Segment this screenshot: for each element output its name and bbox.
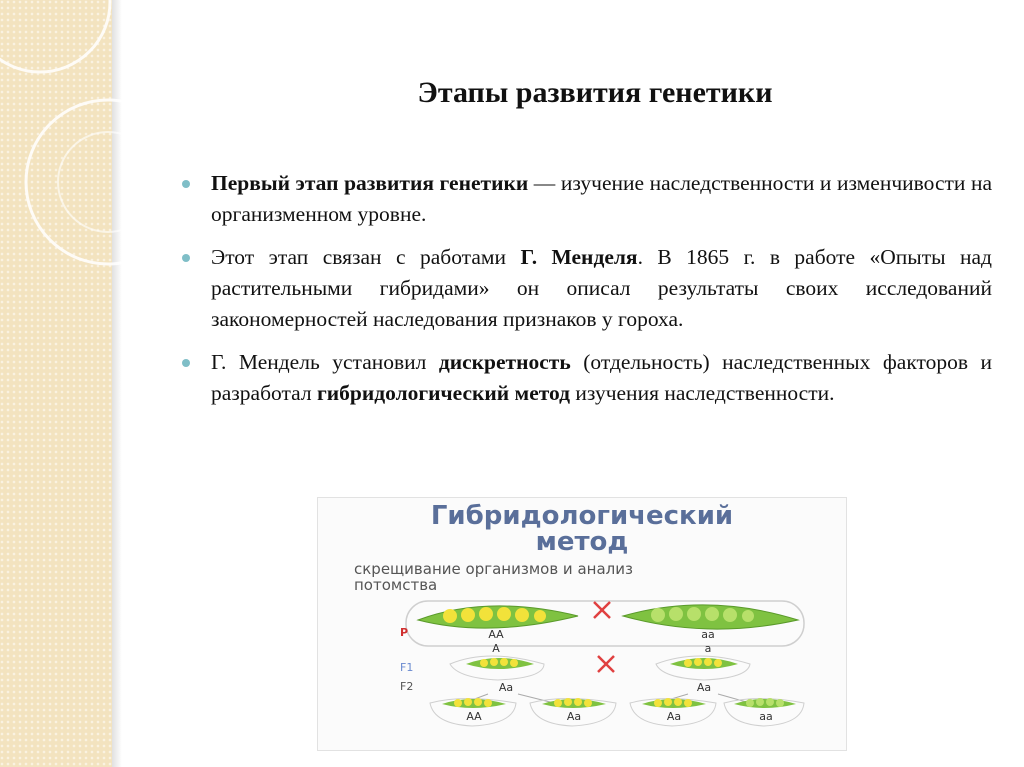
p-right-pod — [623, 605, 798, 629]
slide-title: Этапы развития генетики — [417, 76, 773, 109]
generation-label-f2: F2 — [400, 680, 414, 693]
p-right-pod-label: aa — [701, 628, 715, 641]
f2-pod-3-label: Aa — [666, 710, 682, 723]
hybridological-method-figure — [317, 497, 847, 751]
bullet-text: изучения наследственности. — [570, 381, 835, 405]
bullet-dot-icon — [182, 359, 190, 367]
cross-icon-f1 — [598, 656, 614, 672]
bullet-text: (отдельность) наследственных факторов и разработал — [211, 350, 992, 405]
bullet-bold-text: дискретность — [438, 350, 571, 374]
f1-left-pod — [450, 656, 544, 680]
cross-icon-p — [594, 602, 610, 618]
f1-right-pod-label: Aa — [696, 681, 712, 694]
figure-title-line1: Гибридологический — [430, 501, 734, 531]
bullet-text: Г. Мендель установил — [211, 350, 439, 374]
f1-left-pod-label: Aa — [498, 681, 514, 694]
figure-title-line2: метод — [535, 527, 629, 557]
bullet-bold-text: Г. Менделя — [520, 245, 638, 269]
ring-inner — [58, 132, 158, 232]
pea-cross-diagram — [318, 498, 846, 750]
figure-subtitle-line1: скрещивание организмов и анализ — [354, 560, 633, 578]
bullet-bold-text: Первый этап развития генетики — [211, 171, 529, 195]
f2-pod-2-label: Aa — [566, 710, 582, 723]
generation-label-f1: F1 — [400, 661, 414, 674]
p-left-pod — [418, 606, 578, 628]
bullet-item — [180, 242, 992, 335]
bullet-text: . В 1865 г. в работе «Опыты над растительными гибридами» он описал результаты своих исследований закономерностей наследования признаков у гороха. — [211, 245, 992, 331]
bullet-dot-icon — [182, 180, 190, 188]
ring-top — [0, 0, 110, 72]
bullet-item — [180, 168, 992, 230]
p-left-pod-label: AA — [488, 628, 504, 641]
f2-pod-1-label: AA — [466, 710, 482, 723]
decorative-rings — [0, 0, 160, 767]
bullet-dot-icon — [182, 254, 190, 262]
figure-subtitle-line2: потомства — [354, 576, 438, 594]
bullet-text: — изучение наследственности и изменчивости на организменном уровне. — [211, 171, 992, 226]
p-left-gamete-label: A — [492, 642, 500, 655]
f2-pod-4-label: aa — [759, 710, 773, 723]
bullet-item — [180, 347, 992, 409]
f1-right-pod — [656, 656, 750, 680]
bullet-bold-text: гибридологический метод — [316, 381, 571, 405]
generation-label-p: P — [400, 626, 409, 639]
bullet-text: Этот этап связан с работами — [211, 245, 521, 269]
bullet-list — [180, 168, 992, 421]
p-right-gamete-label: a — [704, 642, 712, 655]
ring-middle — [26, 100, 160, 264]
